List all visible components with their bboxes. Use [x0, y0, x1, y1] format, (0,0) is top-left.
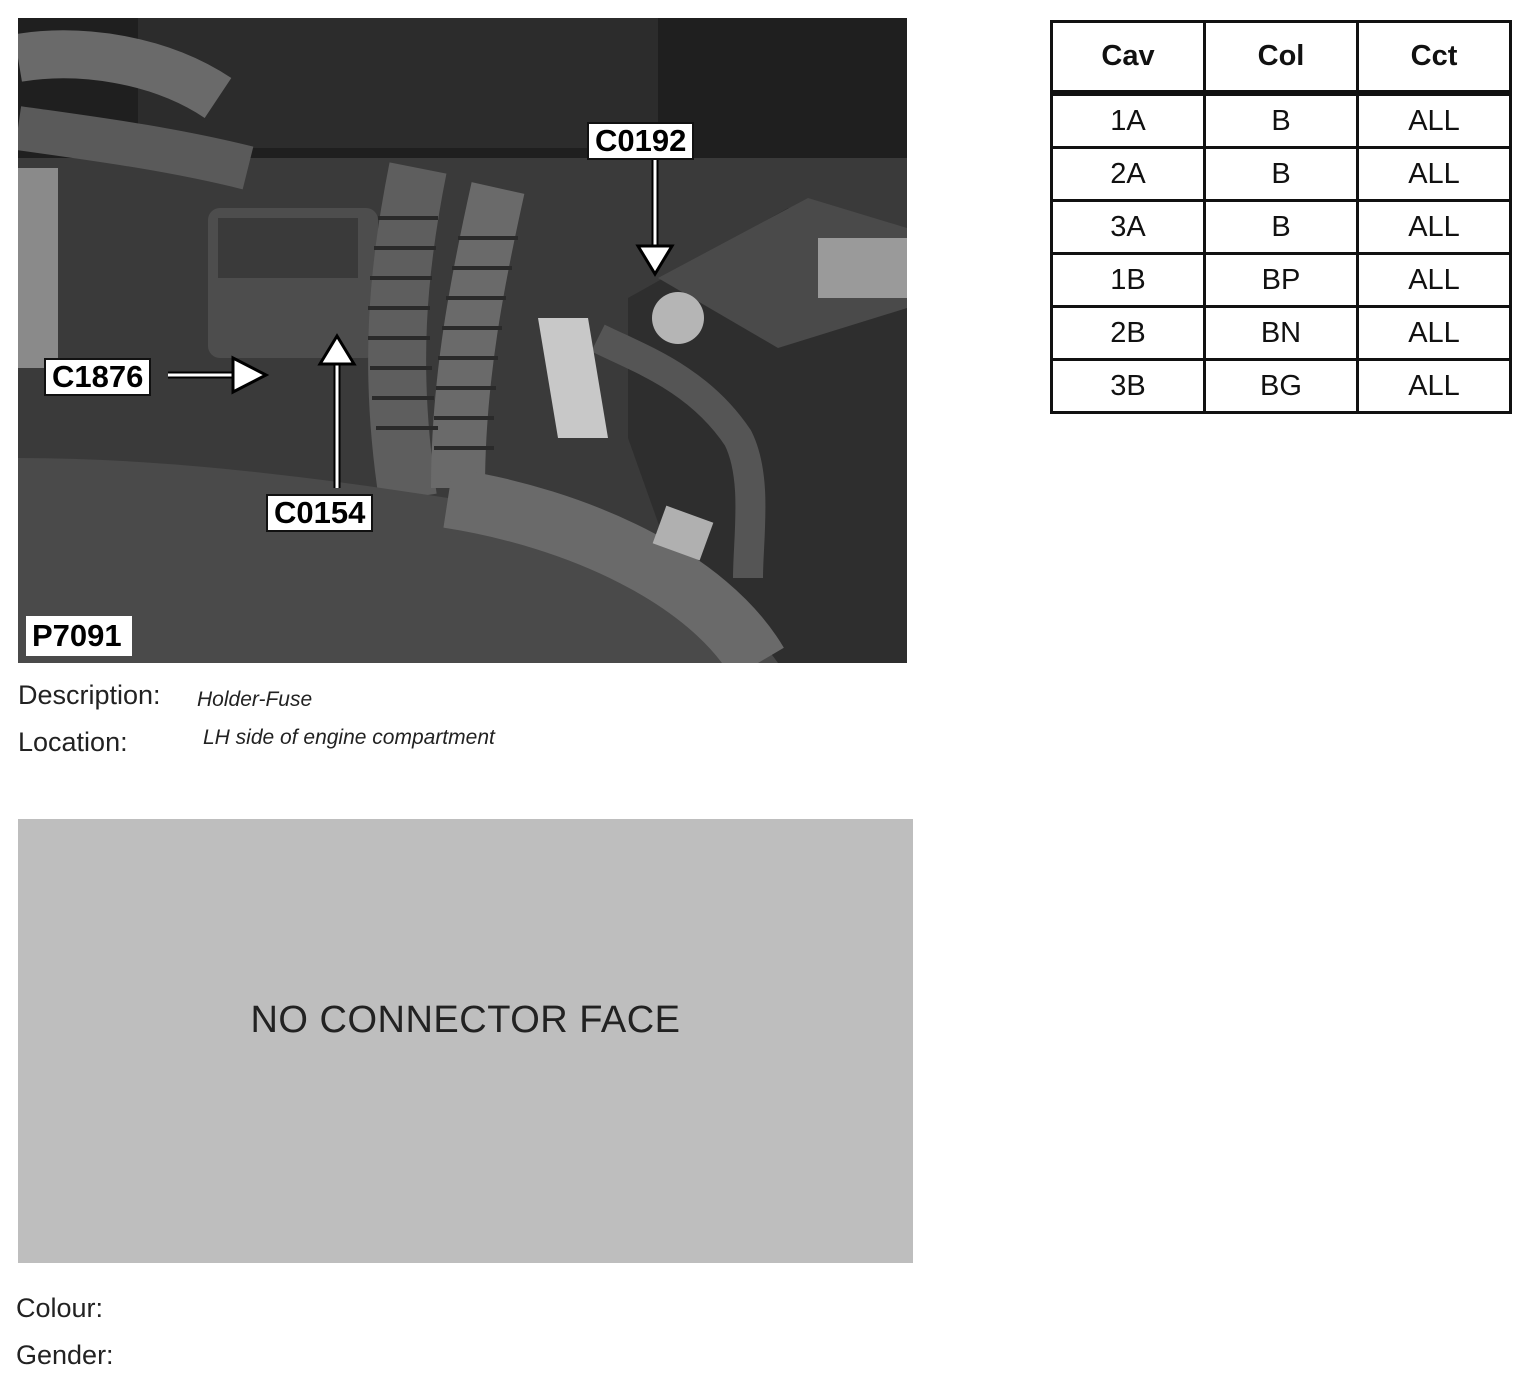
table-row [1052, 307, 1511, 360]
cell-cct: ALL [1358, 148, 1511, 201]
description-value: Holder-Fuse [197, 688, 313, 711]
cell-cct: ALL [1358, 201, 1511, 254]
cell-col: B [1205, 201, 1358, 254]
cell-cav: 3B [1052, 360, 1205, 413]
cell-col: BN [1205, 307, 1358, 360]
cell-col: B [1205, 93, 1358, 148]
cell-cct: ALL [1358, 93, 1511, 148]
callout-c1876: C1876 [44, 358, 151, 396]
table-row [1052, 201, 1511, 254]
table-row [1052, 360, 1511, 413]
location-value: LH side of engine compartment [203, 726, 495, 749]
cell-cct: ALL [1358, 254, 1511, 307]
cell-cav: 3A [1052, 201, 1205, 254]
cell-cav: 2A [1052, 148, 1205, 201]
table-row [1052, 254, 1511, 307]
callout-c0192: C0192 [587, 122, 694, 160]
cell-cav: 2B [1052, 307, 1205, 360]
description-label: Description: [18, 680, 161, 710]
header-cct: Cct [1358, 22, 1511, 94]
cell-col: B [1205, 148, 1358, 201]
engine-compartment-illustration [18, 18, 907, 663]
cell-cct: ALL [1358, 307, 1511, 360]
callout-c0154: C0154 [266, 494, 373, 532]
table-row [1052, 148, 1511, 201]
header-col: Col [1205, 22, 1358, 94]
connector-face-text: NO CONNECTOR FACE [250, 999, 681, 1041]
cell-cav: 1B [1052, 254, 1205, 307]
header-cav: Cav [1052, 22, 1205, 94]
gender-label: Gender: [16, 1340, 114, 1370]
cell-col: BG [1205, 360, 1358, 413]
connector-face-panel [18, 819, 913, 1263]
location-label: Location: [18, 727, 128, 757]
cell-col: BP [1205, 254, 1358, 307]
photo-id-label: P7091 [26, 616, 132, 656]
cell-cct: ALL [1358, 360, 1511, 413]
cell-cav: 1A [1052, 93, 1205, 148]
table-row [1052, 93, 1511, 148]
colour-label: Colour: [16, 1293, 104, 1323]
pin-table [1050, 20, 1512, 414]
engine-photo [18, 18, 907, 663]
pin-table-header-row [1052, 22, 1511, 94]
